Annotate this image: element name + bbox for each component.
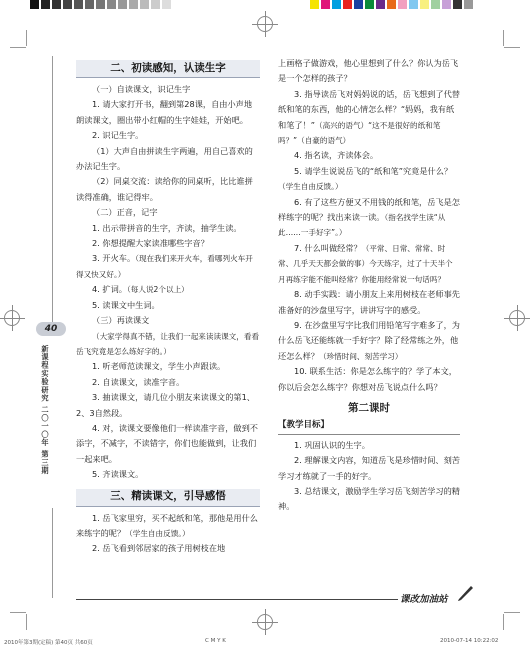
crop-mark — [503, 614, 504, 630]
registration-mark-right — [509, 310, 525, 326]
paragraph — [278, 318, 460, 364]
paragraph-text: 5. 请学生说说岳飞的“纸和笔”究竟是什么？ — [294, 165, 453, 176]
paragraph-note: （指名找学生读“从此……一手好字”。） — [278, 213, 446, 238]
paragraph — [76, 236, 260, 251]
paragraph — [278, 364, 460, 395]
paragraph-text: 5. 读课文中生词。 — [92, 299, 160, 310]
paragraph-text: （2）同桌交流：读给你的同桌听，比比谁拼读得准确，谁记得牢。 — [76, 176, 253, 202]
paragraph-text: 2. 你想提醒大家读准哪些字音？ — [92, 238, 209, 249]
paragraph-text: 1. 出示带拼音的生字，齐读，抽学生读。 — [92, 222, 242, 233]
paragraph — [278, 287, 460, 318]
paragraph — [278, 148, 460, 163]
section-heading: 二、初读感知，认读生字 — [76, 60, 260, 78]
crop-mark — [503, 30, 504, 46]
registration-mark-top — [257, 16, 273, 32]
paragraph-note: （现在我们来开火车，看哪列火车开得又快又好。） — [76, 254, 253, 279]
paragraph-text: 5. 齐读课文。 — [92, 469, 144, 480]
crop-mark — [504, 47, 520, 48]
left-column — [76, 56, 260, 557]
paragraph-text: 1. 请大家打开书，翻到第28课，自由小声地朗读课文，圈出带小红帽的生字娃娃，开始吧。 — [76, 99, 253, 125]
footer-rule — [76, 599, 398, 600]
lesson-title: 第二课时 — [348, 401, 390, 414]
paragraph — [76, 313, 260, 328]
paragraph-text: （三）再读课文 — [92, 315, 150, 326]
paragraph — [278, 195, 460, 241]
paragraph — [76, 359, 260, 374]
paragraph — [76, 298, 260, 313]
paragraph-text: （一）自读课文，识记生字 — [92, 84, 191, 94]
right-column — [278, 56, 460, 515]
journal-vertical-title: 新课程实验研究 二〇一〇年 第三期 — [41, 345, 50, 476]
crop-mark — [26, 30, 27, 46]
paragraph-text: 8. 动手实践：请小朋友上来用树枝在老师事先准备好的沙盘里写字，讲讲写字的感受。 — [278, 289, 460, 315]
teaching-goal: 1. 巩固认识的生字。 — [294, 439, 370, 450]
paragraph-note: （大家学得真不错，让我们一起来读读课文，看看岳飞究竟是怎么练好字的。） — [76, 331, 260, 356]
crop-mark — [26, 614, 27, 630]
margin-line — [52, 56, 53, 324]
paragraph — [278, 164, 460, 195]
paragraph-note: （学生自由反馈。） — [278, 182, 343, 192]
print-info-left: 2010年第3期(定稿) 第40页 共60页 — [4, 640, 93, 646]
paragraph-text: 4. 指名读，齐读体会。 — [294, 150, 379, 161]
paragraph-note: （平常、日常、常常、时常、几乎天天都会做的事）今天练字，过了十天半个月再练字能不能叫经常？你能用经常说一句话吗？ — [278, 243, 453, 284]
paragraph — [76, 421, 260, 467]
paragraph — [76, 467, 260, 482]
paragraph — [76, 375, 260, 390]
paragraph — [76, 511, 260, 542]
margin-line — [52, 508, 53, 598]
paragraph — [76, 282, 260, 297]
paragraph — [76, 390, 260, 421]
left-paragraphs-2 — [76, 511, 260, 557]
paragraph — [76, 221, 260, 236]
right-paragraphs — [278, 56, 460, 395]
paragraph — [76, 97, 260, 128]
crop-mark — [10, 612, 26, 613]
paragraph-text: 上画格子做游戏，他心里想到了什么？你认为岳飞是一个怎样的孩子？ — [278, 58, 459, 84]
paragraph-text: 2. 识记生字。 — [92, 130, 144, 141]
registration-mark-bottom — [257, 614, 273, 630]
registration-mark-left — [4, 310, 20, 326]
paragraph-note: （学生自由反馈。） — [125, 528, 190, 538]
paragraph-text: 3. 开火车。 — [92, 253, 136, 264]
paragraph-text: 4. 对，读课文要像他们一样读准字音，做到不添字，不减字，不读错字，你们也能做到，让我们一起来吧。 — [76, 422, 258, 464]
page-number-badge: 40 — [36, 322, 66, 336]
paragraph-note: （珍惜时间、刻苦学习） — [318, 351, 403, 361]
paragraph-text: 4. 扩词。 — [92, 284, 127, 295]
teaching-goal: 3. 总结课文，激励学生学习岳飞刻苦学习的精神。 — [278, 485, 460, 512]
paragraph — [76, 128, 260, 143]
paragraph — [76, 541, 260, 556]
footer-brand: 课改加油站 — [400, 594, 448, 605]
paragraph — [278, 87, 460, 149]
pen-icon — [456, 582, 476, 606]
paragraph-text: 9. 在沙盘里写字比我们用铅笔写字难多了，为什么岳飞还能练就一手好字？除了经常练之外，他还怎么样？ — [278, 319, 460, 361]
crop-mark — [10, 47, 26, 48]
color-calibration-strip — [0, 0, 530, 10]
paragraph-text: 3. 指导读岳飞对妈妈说的话，岳飞想到了代替纸和笔的东西，他的心情怎么样？“妈妈，我有纸和笔了！” — [278, 88, 460, 130]
paragraph — [278, 241, 460, 287]
paragraph — [76, 251, 260, 282]
paragraph-text: （二）正音，记字 — [92, 207, 158, 218]
section-heading: 三、精读课文，引导感悟 — [76, 489, 260, 507]
paragraph — [76, 144, 260, 175]
teaching-goals-heading: 【教学目标】 — [278, 418, 460, 434]
paragraph — [76, 174, 260, 205]
crop-mark — [504, 612, 520, 613]
paragraph-text: 1. 听老师范读课文，学生小声跟读。 — [92, 361, 226, 372]
paragraph — [76, 82, 260, 97]
left-paragraphs — [76, 82, 260, 483]
paragraph — [76, 205, 260, 220]
paragraph-text: 2. 岳飞看到邻居家的孩子用树枝在地 — [92, 543, 226, 554]
paragraph-text: 1. 岳飞家里穷，买不起纸和笔，那他是用什么来练字的呢？ — [76, 512, 258, 538]
paragraph-note: （高兴的语气）“这不是很好的纸和笔吗？”（自豪的语气） — [278, 120, 441, 146]
teaching-goals-list — [278, 438, 460, 515]
print-info-cmyk: C M Y K — [205, 638, 226, 644]
paragraph — [76, 329, 260, 360]
paragraph-text: 10. 联系生活：你是怎么练字的？学了本文，你以后会怎么练字？你想对岳飞说点什么吗？ — [278, 366, 457, 392]
paragraph-text: 6. 有了这些方便又不用钱的纸和笔，岳飞是怎样练字的呢？找出来读一读。 — [278, 196, 460, 223]
paragraph-text: 3. 抽读课文，请几位小朋友来读课文的第1、2、3自然段。 — [76, 392, 255, 418]
paragraph — [278, 56, 460, 87]
paragraph-text: 7. 什么叫做经常？ — [294, 242, 362, 253]
paragraph-note: （每人说2个以上） — [126, 285, 189, 295]
paragraph-text: 2. 自读课文，读准字音。 — [92, 376, 185, 387]
teaching-goal: 2. 理解课文内容，知道岳飞是珍惜时间、刻苦学习才练就了一手的好字。 — [278, 455, 460, 481]
print-info-right: 2010-07-14 10:22:02 — [440, 638, 499, 644]
paragraph-text: （1）大声自由拼读生字两遍，用自己喜欢的办法记生字。 — [76, 145, 253, 172]
